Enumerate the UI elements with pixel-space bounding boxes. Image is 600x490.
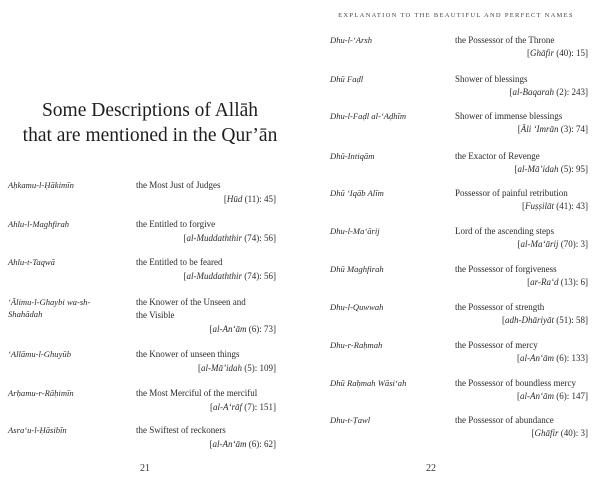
meaning: Shower of blessings (455, 74, 528, 84)
surah-name: al-An‘ām (520, 353, 554, 363)
arabic-term: Dhū Raḥmah Wāsi‘ah (330, 378, 407, 388)
arabic-term: Dhu-l-Ma‘ārij (330, 226, 380, 236)
verse-number: (74): 56 (244, 271, 273, 281)
verse-number: (40): 15 (556, 48, 585, 58)
meaning: the Entitled to be feared (136, 257, 223, 267)
arabic-term: Dhū-Intiqām (330, 151, 375, 161)
arabic-term: Aḥkamu-l-Ḥākimīn (8, 180, 74, 190)
arabic-term: Dhu-l-Faḍl al-‘Aḍhīm (330, 111, 407, 121)
surah-name: Āli ‘Imrān (520, 124, 559, 134)
surah-name: al-An‘ām (212, 324, 247, 334)
verse-number: (74): 56 (244, 233, 273, 243)
meaning: the Knower of unseen things (136, 349, 240, 359)
surah-name: Fuṣṣilāt (524, 201, 554, 211)
arabic-term: Dhu-l-‘Arsh (330, 35, 373, 45)
quran-reference: [al-An‘ām (6): 133] (517, 353, 588, 363)
verse-number: (70): 3 (560, 239, 585, 249)
verse-number: (3): 74 (560, 124, 585, 134)
arabic-term: Arḥamu-r-Rāḥimīn (8, 388, 74, 398)
quran-reference: [al-Ma‘ārij (70): 3] (517, 239, 588, 249)
running-head: EXPLANATION TO THE BEAUTIFUL AND PERFECT NAMES (338, 12, 574, 19)
arabic-term: Dhū Faḍl (330, 74, 364, 84)
verse-number: (7): 151 (244, 402, 273, 412)
verse-number: (6): 73 (248, 324, 273, 334)
quran-reference: [Āli ‘Imrān (3): 74] (517, 124, 588, 134)
quran-reference: [adh-Dhāriyāt (51): 58] (502, 315, 588, 325)
arabic-term: Dhu-l-Quwwah (330, 302, 384, 312)
meaning: Possessor of painful retribution (455, 188, 568, 198)
verse-number: (11): 45 (244, 194, 273, 204)
surah-name: Hūd (226, 194, 243, 204)
verse-number: (6): 62 (248, 439, 273, 449)
arabic-term: Dhū Maghfirah (330, 264, 384, 274)
quran-reference: [al-Muddaththir (74): 56] (183, 233, 276, 243)
right-page (300, 0, 600, 490)
meaning: the Possessor of mercy (455, 340, 538, 350)
quran-reference: [al-An‘ām (6): 147] (517, 391, 588, 401)
quran-reference: [al-Baqarah (2): 243] (509, 87, 588, 97)
quran-reference: [al-Muddaththir (74): 56] (183, 271, 276, 281)
surah-name: al-Muddaththir (186, 233, 242, 243)
meaning: the Swiftest of reckoners (136, 425, 226, 435)
surah-name: al-Muddaththir (186, 271, 242, 281)
surah-name: ar-Ra‘d (530, 277, 559, 287)
arabic-term: ‘Allāmu-l-Ghuyūb (8, 349, 72, 359)
surah-name: al-Mā’idah (517, 164, 559, 174)
surah-name: al-Mā’idah (201, 363, 242, 373)
meaning: the Entitled to forgive (136, 219, 216, 229)
quran-reference: [Hūd (11): 45] (223, 194, 276, 204)
arabic-term: Asra‘u-l-Ḥāsibīn (8, 425, 67, 435)
meaning: the Possessor of abundance (455, 415, 554, 425)
quran-reference: [al-An‘ām (6): 73] (209, 324, 276, 334)
surah-name: al-An‘ām (212, 439, 247, 449)
meaning: the Possessor of boundless mercy (455, 378, 576, 388)
page-number: 22 (426, 463, 436, 474)
quran-reference: [al-Mā’idah (5): 95] (514, 164, 588, 174)
meaning: the Possessor of forgiveness (455, 264, 557, 274)
quran-reference: [Fuṣṣilāt (41): 43] (521, 201, 588, 211)
section-title-line-2: that are mentioned in the Qur’ān (22, 125, 278, 146)
surah-name: Ghāfir (529, 48, 554, 58)
quran-reference: [al-A‘rāf (7): 151] (210, 402, 276, 412)
quran-reference: [Ghāfir (40): 15] (526, 48, 588, 58)
verse-number: (6): 133 (556, 353, 585, 363)
verse-number: (41): 43 (556, 201, 585, 211)
surah-name: adh-Dhāriyāt (505, 315, 554, 325)
arabic-term: Ahlu-l-Maghfirah (8, 219, 70, 229)
quran-reference: [Ghāfir (40): 3] (531, 428, 588, 438)
quran-reference: [ar-Ra‘d (13): 6] (527, 277, 588, 287)
arabic-term: Ahlu-t-Taqwā (8, 257, 55, 267)
surah-name: al-An‘ām (520, 391, 554, 401)
meaning: the Possessor of strength (455, 302, 545, 312)
quran-reference: [al-Mā’idah (5): 109] (198, 363, 276, 373)
verse-number: (5): 109 (244, 363, 273, 373)
arabic-term-continued: Shahādah (8, 309, 43, 319)
surah-name: al-A‘rāf (213, 402, 242, 412)
quran-reference: [al-An‘ām (6): 62] (209, 439, 276, 449)
surah-name: al-Baqarah (512, 87, 554, 97)
meaning: the Exactor of Revenge (455, 151, 540, 161)
arabic-term: Dhū ‘Iqāb Alīm (330, 188, 384, 198)
meaning: Shower of immense blessings (455, 111, 563, 121)
verse-number: (51): 58 (556, 315, 585, 325)
meaning: the Knower of the Unseen and (136, 297, 246, 307)
verse-number: (2): 243 (556, 87, 585, 97)
arabic-term: Dhu-r-Raḥmah (330, 340, 383, 350)
verse-number: (40): 3 (560, 428, 585, 438)
page-number: 21 (140, 463, 150, 474)
meaning: the Possessor of the Throne (455, 35, 555, 45)
verse-number: (6): 147 (556, 391, 585, 401)
meaning-continued: the Visible (136, 310, 175, 320)
verse-number: (5): 95 (560, 164, 585, 174)
arabic-term: ‘Ālimu-l-Ghaybi wa-sh- (8, 297, 91, 307)
section-title-line-1: Some Descriptions of Allāh (41, 100, 259, 121)
verse-number: (13): 6 (560, 277, 585, 287)
meaning: the Most Merciful of the merciful (136, 388, 258, 398)
section-title (0, 98, 300, 148)
meaning: Lord of the ascending steps (455, 226, 554, 236)
surah-name: Ghāfir (534, 428, 559, 438)
arabic-term: Dhu-t-Ṭawl (330, 415, 371, 425)
meaning: the Most Just of Judges (136, 180, 221, 190)
surah-name: al-Ma‘ārij (520, 239, 559, 249)
